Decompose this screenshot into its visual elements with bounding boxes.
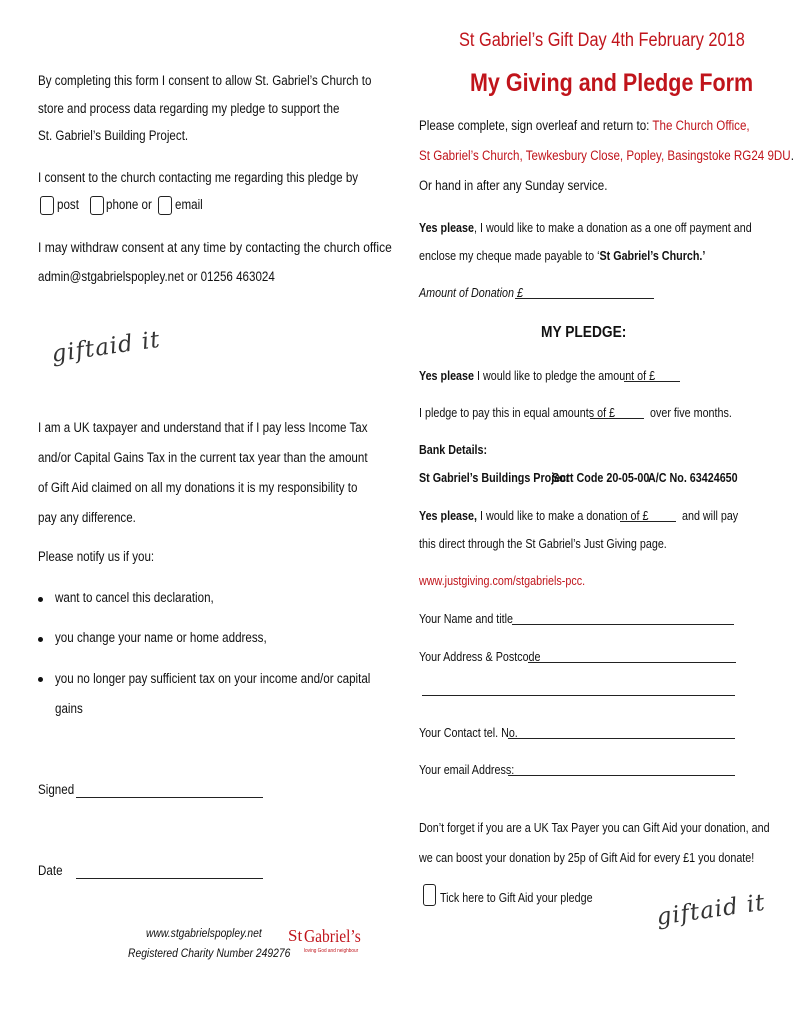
phone-label: phone or xyxy=(106,197,152,212)
notify-text: Please notify us if you: xyxy=(38,549,155,564)
name-field[interactable] xyxy=(512,624,734,625)
bank-project: St Gabriel’s Buildings Project xyxy=(419,471,570,485)
email-address-label: Your email Address: xyxy=(419,763,515,777)
date-field[interactable] xyxy=(76,878,263,879)
bullet-item-2: you change your name or home address, xyxy=(55,630,267,645)
equal-amounts-label: I pledge to pay this in equal amounts of £ xyxy=(419,406,616,420)
withdraw-line-2: admin@stgabrielspopley.net or 01256 463024 xyxy=(38,269,275,284)
church-office: The Church Office, xyxy=(652,118,750,133)
oneoff-line-2 xyxy=(419,249,705,264)
bullet-dot xyxy=(38,597,43,602)
bullet-item-3-cont: gains xyxy=(55,701,83,716)
website-text: www.stgabrielspopley.net xyxy=(146,926,262,940)
phone-checkbox[interactable] xyxy=(90,196,104,215)
tel-label: Your Contact tel. No. xyxy=(419,726,518,740)
bank-sort-code: Sort Code 20-05-00 xyxy=(552,471,650,485)
justgiving-text: I would like to make a donation of £ xyxy=(476,509,649,523)
taxpayer-line-4: pay any difference. xyxy=(38,510,136,525)
bullet-item-3: you no longer pay sufficient tax on your income and/or capital xyxy=(55,671,371,686)
logo-st: St xyxy=(288,926,303,945)
justgiving-after: and will pay xyxy=(682,509,739,523)
justgiving-line-2: this direct through the St Gabriel’s Just Giving page. xyxy=(419,537,667,551)
amount-field[interactable] xyxy=(515,298,654,299)
taxpayer-line-1: I am a UK taxpayer and understand that if I pay less Income Tax xyxy=(38,420,368,435)
email-address-field[interactable] xyxy=(508,775,735,776)
amount-label: Amount of Donation £ xyxy=(419,286,523,300)
pledge-line xyxy=(419,369,655,384)
address-field-1[interactable] xyxy=(528,662,736,663)
equal-after-text: over five months. xyxy=(650,406,732,420)
date-label: Date xyxy=(38,863,63,878)
tel-field[interactable] xyxy=(508,738,735,739)
charity-number: Registered Charity Number 249276 xyxy=(128,946,291,960)
pledge-heading: MY PLEDGE: xyxy=(541,324,627,341)
oneoff-payable: enclose my cheque made payable to ‘ xyxy=(419,249,600,263)
event-title: St Gabriel’s Gift Day 4th February 2018 xyxy=(459,30,745,51)
instructions-line-1 xyxy=(419,118,750,133)
page-title: My Giving and Pledge Form xyxy=(470,69,754,97)
giftaid-logo-right: giftaid it xyxy=(655,889,768,931)
equal-amount-field[interactable] xyxy=(590,418,644,419)
consent-line-2: store and process data regarding my pledge to support the xyxy=(38,101,340,116)
justgiving-yes: Yes please, xyxy=(419,509,477,523)
withdraw-line-1: I may withdraw consent at any time by contacting the church office xyxy=(38,239,392,255)
post-checkbox[interactable] xyxy=(40,196,54,215)
logo-name: Gabriel’s xyxy=(304,926,361,946)
pledge-text: I would like to pledge the amount of £ xyxy=(473,369,656,383)
oneoff-line-1 xyxy=(419,221,752,236)
oneoff-payee: St Gabriel’s Church.’ xyxy=(599,249,706,263)
post-label: post xyxy=(57,197,79,212)
instructions-line-2 xyxy=(419,148,794,163)
bullet-item-1: want to cancel this declaration, xyxy=(55,590,214,605)
bank-account: A/C No. 63424650 xyxy=(648,471,738,485)
name-label: Your Name and title xyxy=(419,612,514,626)
st-gabriels-logo xyxy=(288,922,361,962)
pledge-amount-field[interactable] xyxy=(624,381,680,382)
consent-contact-text: I consent to the church contacting me regarding this pledge by xyxy=(38,170,359,185)
reminder-line-1: Don’t forget if you are a UK Tax Payer you can Gift Aid your donation, and xyxy=(419,821,770,835)
reminder-line-2: we can boost your donation by 25p of Gift Aid for every £1 you donate! xyxy=(419,851,755,865)
bullet-dot xyxy=(38,637,43,642)
justgiving-amount-field[interactable] xyxy=(620,521,676,522)
email-label: email xyxy=(175,197,203,212)
signature-field[interactable] xyxy=(76,797,263,798)
email-checkbox[interactable] xyxy=(158,196,172,215)
bullet-dot xyxy=(38,677,43,682)
giftaid-checkbox[interactable] xyxy=(423,884,436,906)
justgiving-line-1 xyxy=(419,509,648,524)
bank-heading: Bank Details: xyxy=(419,443,488,457)
giftaid-tick-label: Tick here to Gift Aid your pledge xyxy=(440,891,593,905)
taxpayer-line-3: of Gift Aid claimed on all my donations it is my responsibility to xyxy=(38,480,358,495)
church-address: St Gabriel’s Church, Tewkesbury Close, Popley, Basingstoke RG24 9DU xyxy=(419,148,791,163)
pledge-yes: Yes please xyxy=(419,369,474,383)
oneoff-text: , I would like to make a donation as a one off payment and xyxy=(473,221,752,235)
justgiving-link[interactable]: www.justgiving.com/stgabriels-pcc. xyxy=(419,574,586,588)
address-label: Your Address & Postcode xyxy=(419,650,541,664)
consent-line-3: St. Gabriel’s Building Project. xyxy=(38,128,189,143)
instructions-text: Please complete, sign overleaf and return to: xyxy=(419,118,653,133)
address-end: . xyxy=(790,148,794,163)
address-field-2[interactable] xyxy=(422,695,735,696)
logo-tagline: loving God and neighbour xyxy=(304,948,359,954)
signed-label: Signed xyxy=(38,782,75,797)
giftaid-logo-left: giftaid it xyxy=(50,326,163,368)
taxpayer-line-2: and/or Capital Gains Tax in the current tax year than the amount xyxy=(38,450,368,465)
oneoff-yes: Yes please xyxy=(419,221,474,235)
sunday-text: Or hand in after any Sunday service. xyxy=(419,178,608,193)
consent-line-1: By completing this form I consent to allow St. Gabriel’s Church to xyxy=(38,73,372,88)
